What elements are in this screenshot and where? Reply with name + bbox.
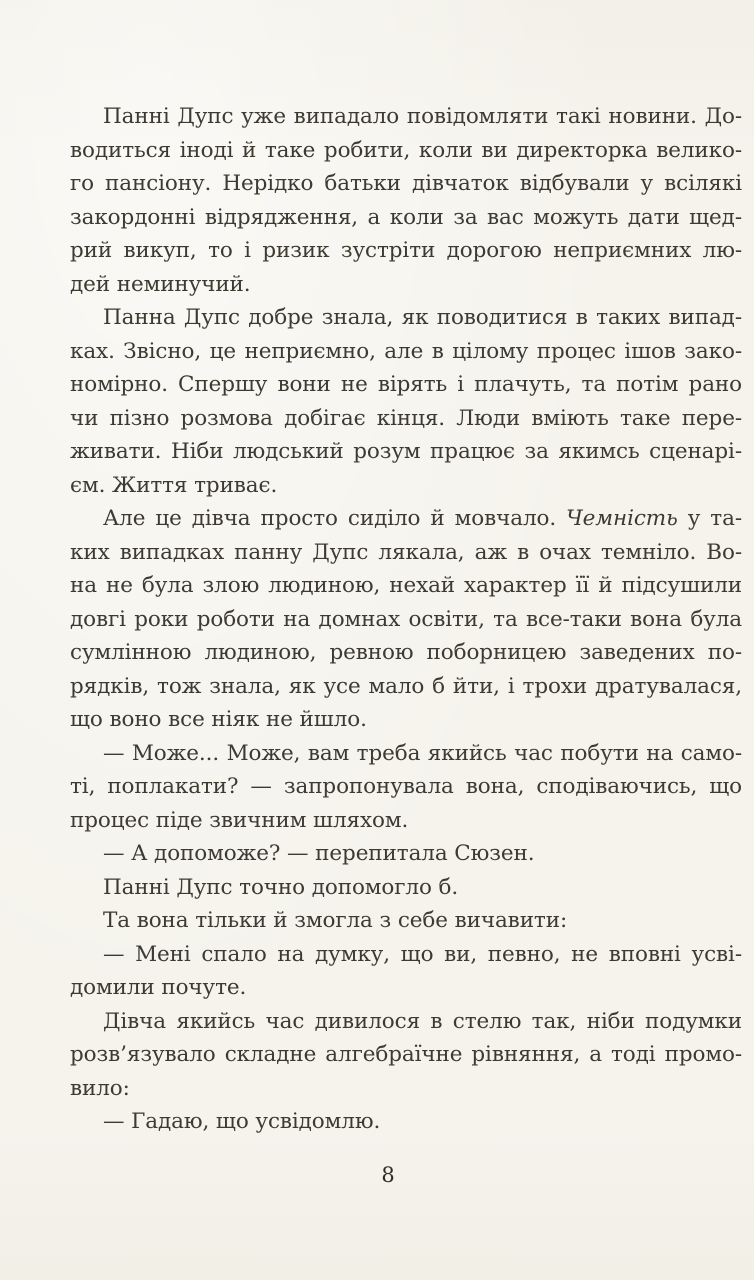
paragraph <box>70 904 742 938</box>
text-line: водиться іноді й таке робити, коли ви директорка велико- <box>70 137 742 163</box>
text-line: — Мені спало на думку, що ви, певно, не вповні усві- <box>103 941 742 967</box>
text-line: го пансіону. Нерідко батьки дівчаток відбували у всілякі <box>70 171 742 196</box>
paragraph <box>70 737 742 838</box>
text-line: довгі роки роботи на домнах освіти, та все-таки вона була <box>70 606 742 632</box>
text-line: закордонні відрядження, а коли за вас можуть дати щед- <box>70 204 742 230</box>
text-line: Дівча якийсь час дивилося в стелю так, ніби подумки <box>103 1008 742 1034</box>
text-line: ках. Звісно, це неприємно, але в цілому процес ішов зако- <box>70 338 742 364</box>
text-line: Та вона тільки й змогла з себе вичавити: <box>103 908 568 933</box>
text-block <box>70 100 742 1139</box>
text-line: — Може... Може, вам треба якийсь час побути на само- <box>103 740 742 766</box>
italic-text: Чемність <box>566 506 678 531</box>
paragraph <box>70 1105 742 1139</box>
text-line: домили почуте. <box>70 975 247 1000</box>
text-line: Панна Дупс добре знала, як поводитися в таких випад- <box>103 305 742 330</box>
paragraph <box>70 100 742 301</box>
text-line: рий викуп, то і ризик зустріти дорогою неприємних лю- <box>70 238 742 263</box>
text-line: — А допоможе? — перепитала Сюзен. <box>103 841 535 866</box>
text-line: чи пізно розмова добігає кінця. Люди вміють таке пере- <box>70 405 742 431</box>
paragraph <box>70 502 742 737</box>
text-line: єм. Життя триває. <box>70 472 278 498</box>
text-line: Панні Дупс точно допомогло б. <box>103 874 459 900</box>
text-line: розв’язувало складне алгебраїчне рівняння, а тоді промо- <box>70 1042 742 1067</box>
paragraph <box>70 938 742 1005</box>
text-line: процес піде звичним шляхом. <box>70 807 409 833</box>
text-line: номірно. Спершу вони не вірять і плачуть, та потім рано <box>70 372 742 397</box>
text-line: ті, поплакати? — запропонувала вона, сподіваючись, що <box>70 774 742 799</box>
text-line: ких випадках панну Дупс лякала, аж в очах темніло. Во- <box>70 539 742 565</box>
paragraph <box>70 837 742 871</box>
text-line: на не була злою людиною, нехай характер її й підсушили <box>70 573 742 598</box>
text-line: живати. Ніби людський розум працює за якимсь сценарі- <box>70 439 742 464</box>
paragraph <box>70 301 742 502</box>
text-line: що воно все ніяк не йшло. <box>70 707 367 732</box>
text-line <box>70 502 742 536</box>
text-line: сумлінною людиною, ревною поборницею заведених по- <box>70 640 742 665</box>
regular-text: у та- <box>677 506 742 531</box>
text-line: рядків, тож знала, як усе мало б йти, і трохи дратувалася, <box>70 673 742 699</box>
page-number: 8 <box>381 1163 395 1187</box>
text-line: Панні Дупс уже випадало повідомляти такі новини. До- <box>103 104 742 129</box>
text-line: вило: <box>70 1075 130 1101</box>
paragraph <box>70 1005 742 1106</box>
text-line: — Гадаю, що усвідомлю. <box>103 1109 381 1134</box>
paragraph <box>70 871 742 905</box>
text-line: дей неминучий. <box>70 271 251 297</box>
regular-text: Але це дівча просто сиділо й мовчало. <box>103 506 567 531</box>
